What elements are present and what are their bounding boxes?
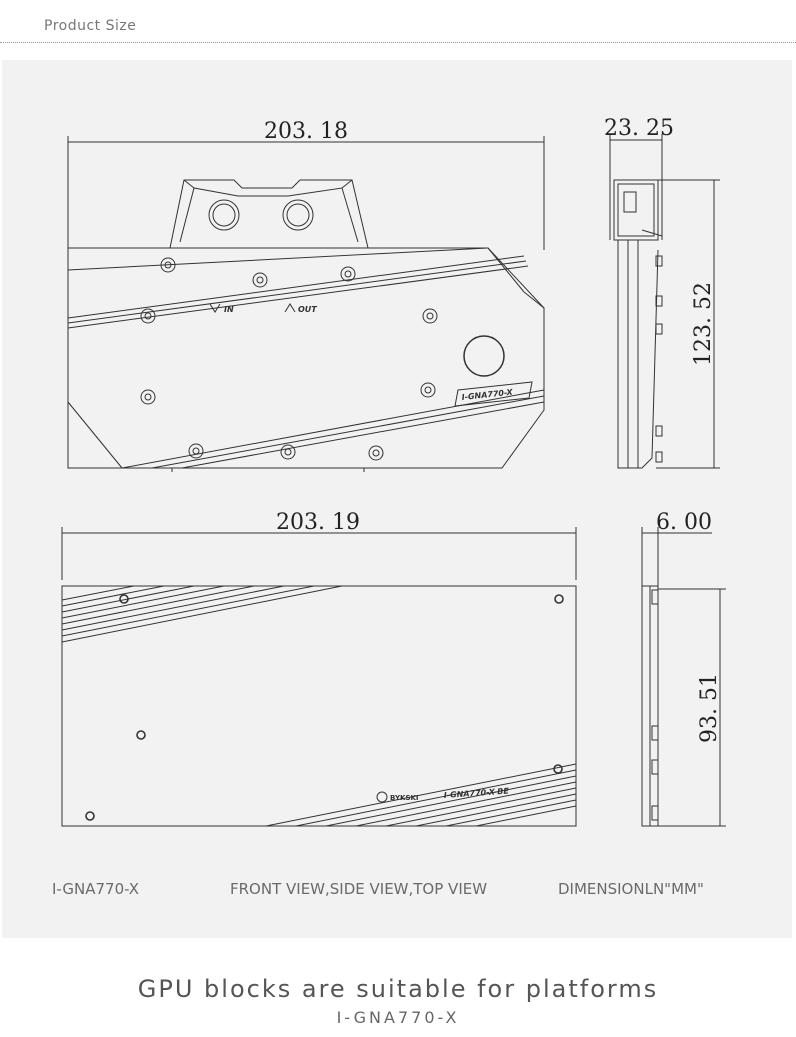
side-width-dimension: 23. 25 — [604, 116, 674, 141]
back-view — [62, 527, 576, 826]
dimension-drawing-panel — [2, 60, 792, 938]
caption-model: I-GNA770-X — [52, 880, 140, 898]
caption-views: FRONT VIEW,SIDE VIEW,TOP VIEW — [230, 880, 488, 898]
technical-drawing — [2, 60, 792, 938]
front-model-label: I-GNA770-X — [461, 387, 514, 402]
back-model-label: I-GNA770-X-BE — [443, 786, 510, 800]
back-width-dimension: 203. 19 — [276, 510, 360, 535]
section-divider — [0, 42, 796, 43]
section-header — [0, 0, 796, 44]
back-brand-label: BYKSKI — [390, 794, 419, 802]
front-height-dimension: 123. 52 — [691, 282, 716, 366]
section-title: Product Size — [44, 18, 137, 34]
inlet-label: IN — [224, 305, 234, 314]
caption-units: DIMENSIONLN"MM" — [558, 880, 704, 898]
front-view — [68, 136, 544, 472]
back-side-width-dimension: 6. 00 — [656, 510, 712, 535]
front-width-dimension: 203. 18 — [264, 119, 348, 144]
back-height-dimension: 93. 51 — [697, 673, 722, 743]
outlet-label: OUT — [298, 305, 317, 314]
footer-title: GPU blocks are suitable for platforms — [137, 975, 659, 1003]
footer-subtitle: I-GNA770-X — [336, 1008, 460, 1027]
